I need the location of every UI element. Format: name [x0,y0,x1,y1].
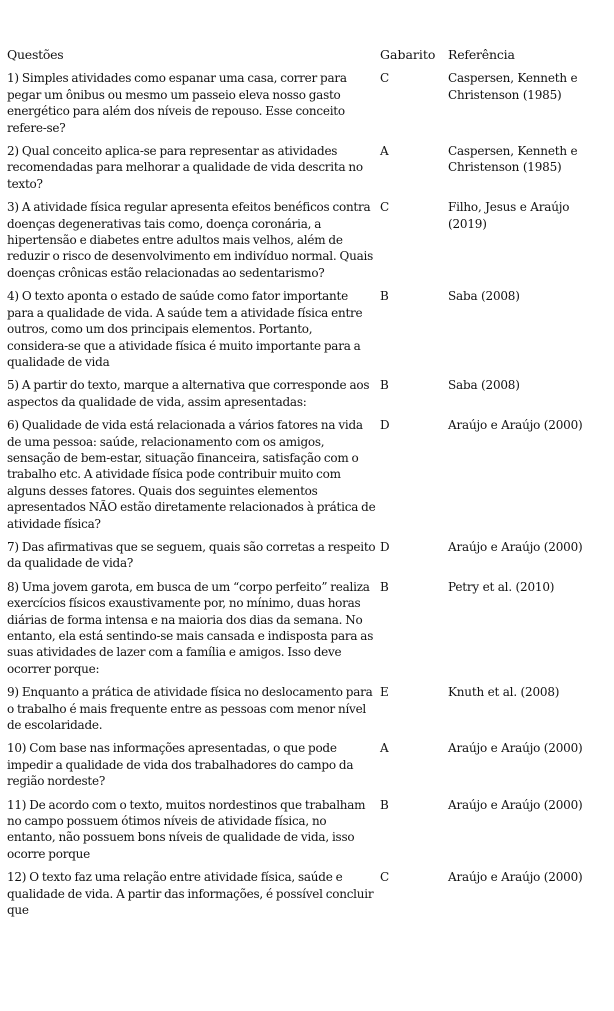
reference-text: Araújo e Araújo (2000) [448,539,583,554]
table-row [7,199,607,281]
question-text: 3) A atividade física regular apresenta efeitos benéficos contra doenças degenerativas tais como, doença coronária, a hipertensão e diabetes entre adultos mais velhos, além de reduzir o risco de desenvolvimento em indivíduo normal. Quais doenças crônicas estão relacionadas ao sedentarismo? [7,200,373,280]
table-row [7,684,607,733]
answer-key: A [380,144,389,159]
question-text: 8) Uma jovem garota, em busca de um “corpo perfeito” realiza exercícios físicos exaustivamente por, no mínimo, duas horas diárias de forma intensa e na maioria dos dias da semana. No entanto, ela está sentindo-se mais cansada e indisposta para as suas atividades de lazer com a família e amigos. Isso deve ocorrer porque: [7,579,374,676]
answer-key: A [380,741,389,756]
table-row [7,539,607,572]
question-text: 6) Qualidade de vida está relacionada a vários fatores na vida de uma pessoa: saúde, relacionamento com os amigos, sensação de bem-estar, situação financeira, satisfação com o trabalho etc. A atividade física pode contribuir muito com alguns desses fatores. Quais dos seguintes elementos apresentados NÃO estão diretamente relacionados à prática de atividade física? [7,418,376,531]
table-row [7,288,607,370]
table-row [7,417,607,532]
table-header [7,47,607,63]
reference-text: Saba (2008) [448,289,520,304]
question-text: 1) Simples atividades como espanar uma casa, correr para pegar um ônibus ou mesmo um passeio eleva nosso gasto energético para além dos níveis de repouso. Esse conceito refere-se? [7,71,347,135]
answer-key: B [380,797,389,812]
table-row [7,143,607,192]
table-row [7,797,607,863]
question-text: 7) Das afirmativas que se seguem, quais são corretas a respeito da qualidade de vida? [7,539,376,571]
answer-key: C [380,870,390,885]
answer-key: D [380,539,390,554]
answer-key: B [380,579,389,594]
table-row [7,377,607,410]
reference-text: Saba (2008) [448,378,520,393]
question-text: 5) A partir do texto, marque a alternativa que corresponde aos aspectos da qualidade de vida, assim apresentadas: [7,378,370,409]
question-text: 2) Qual conceito aplica-se para representar as atividades recomendadas para melhorar a qualidade de vida descrita no texto? [7,144,363,191]
table-row [7,869,607,918]
table-row [7,579,607,677]
reference-text: Knuth et al. (2008) [448,685,560,700]
reference-text: Filho, Jesus e Araújo (2019) [448,200,570,231]
header-questions: Questões [7,47,64,62]
answer-key: B [380,289,389,304]
header-answer-key: Gabarito [380,47,436,62]
question-text: 9) Enquanto a prática de atividade física no deslocamento para o trabalho é mais frequente entre as pessoas com menor nível de escolaridade. [7,685,373,733]
answer-key: E [380,685,389,700]
question-text: 10) Com base nas informações apresentadas, o que pode impedir a qualidade de vida dos trabalhadores do campo da região nordeste? [7,741,354,789]
questions-table [7,47,607,926]
question-text: 12) O texto faz uma relação entre atividade física, saúde e qualidade de vida. A partir das informações, é possível concluir que [7,870,374,918]
table-row [7,70,607,136]
reference-text: Caspersen, Kenneth e Christenson (1985) [448,144,578,175]
header-reference: Referência [448,47,515,62]
answer-key: C [380,200,390,215]
reference-text: Araújo e Araújo (2000) [448,797,583,812]
table-row [7,740,607,789]
reference-text: Petry et al. (2010) [448,579,555,594]
reference-text: Caspersen, Kenneth e Christenson (1985) [448,71,578,102]
answer-key: C [380,71,390,86]
question-text: 4) O texto aponta o estado de saúde como fator importante para a qualidade de vida. A saúde tem a atividade física entre outros, como um dos principais elementos. Portanto, considera-se que a atividade física é muito importante para a qualidade de vida [7,289,363,369]
answer-key: B [380,378,389,393]
answer-key: D [380,418,390,433]
reference-text: Araújo e Araújo (2000) [448,741,583,756]
reference-text: Araújo e Araújo (2000) [448,870,583,885]
question-text: 11) De acordo com o texto, muitos nordestinos que trabalham no campo possuem ótimos níveis de atividade física, no entanto, não possuem bons níveis de qualidade de vida, isso ocorre porque [7,797,366,861]
reference-text: Araújo e Araújo (2000) [448,418,583,433]
